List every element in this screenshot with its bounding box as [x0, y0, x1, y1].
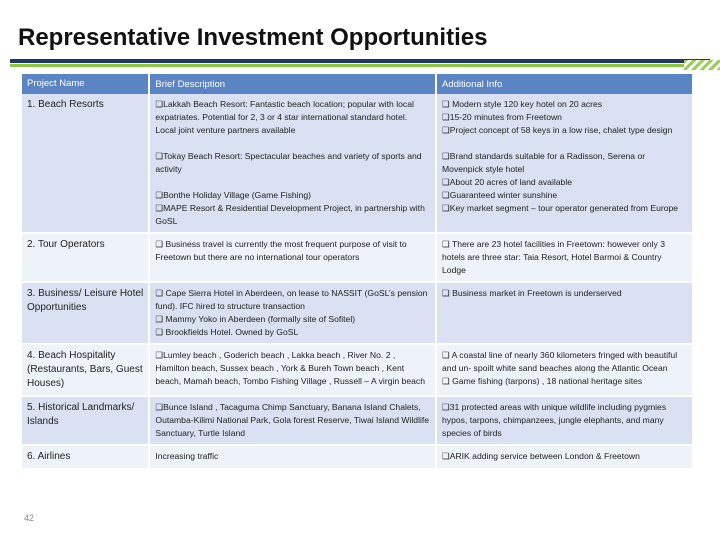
info-cell [437, 94, 694, 234]
description-cell [150, 94, 437, 234]
description-cell [150, 397, 437, 446]
info-cell [437, 446, 694, 470]
description-bullet: ❑ Cape Sierra Hotel in Aberdeen, on lease to NASSIT (GoSL’s pension fund). IFC hired to structure transaction [155, 288, 428, 311]
info-bullet: ❑Brand standards suitable for a Radisson, Serena or Movenpick style hotel [442, 151, 646, 174]
table-row [22, 397, 694, 446]
info-bullet: ❑ Modern style 120 key hotel on 20 acres [442, 99, 603, 109]
project-name-cell: 1. Beach Resorts [22, 94, 150, 234]
description-cell [150, 345, 437, 397]
title-accent-line [10, 64, 710, 67]
project-name-cell: 6. Airlines [22, 446, 150, 470]
table-row [22, 283, 694, 345]
info-bullet: ❑ Business market in Freetown is underserved [442, 288, 622, 298]
page-number: 42 [24, 513, 35, 523]
info-bullet: ❑15-20 minutes from Freetown [442, 112, 562, 122]
info-bullet: ❑ARIK adding service between London & Freetown [442, 451, 640, 461]
description-bullet: ❑ Mammy Yoko in Aberdeen (formally site of Sofitel) [155, 314, 356, 324]
decorative-stripe [684, 60, 720, 70]
info-bullet: ❑Key market segment – tour operator generated from Europe [442, 203, 679, 213]
header-brief-description: Brief Description [150, 74, 437, 94]
table-header-row [22, 74, 694, 94]
table-row [22, 94, 694, 234]
page-title: Representative Investment Opportunities [18, 24, 488, 51]
description-bullet: Increasing traffic [155, 451, 219, 461]
header-additional-info: Additional Info [437, 74, 694, 94]
table-row [22, 234, 694, 283]
info-bullet: ❑ A coastal line of nearly 360 kilometers fringed with beautiful and un- spoilt white sand beaches along the Atlantic Ocean [442, 350, 678, 373]
description-bullet: ❑Bunce Island , Tacaguma Chimp Sanctuary, Banana Island Chalets, Outamba-Kilimi National Park, Gola forest Reserve, Tiwai Island Wildlife Sanctuary, Turtle Island [155, 402, 430, 438]
investment-table [22, 74, 694, 470]
description-bullet: ❑Lakkah Beach Resort: Fantastic beach location; popular with local expatriates. Potential for 2, 3 or 4 star international standard hotel. Local joint venture partners available [155, 99, 414, 135]
info-bullet: ❑ There are 23 hotel facilities in Freetown: however only 3 hotels are three star: Taia Resort, Hotel Barmoi & Country Lodge [442, 239, 665, 275]
description-bullet: ❑Lumley beach , Goderich beach , Lakka beach , River No. 2 , Hamilton beach, Sussex beach , York & Bureh Town beach , Kent beach, Mamah beach, Tombo Fishing Village , Russell – A virgin beach [155, 350, 425, 386]
info-bullet: ❑31 protected areas with unique wildlife including pygmies hypos, tarpons, chimpanzees, jungle elephants, and many species of birds [442, 402, 667, 438]
description-cell [150, 283, 437, 345]
description-bullet: ❑ Business travel is currently the most frequent purpose of visit to Freetown but there are no international tour operators [155, 239, 407, 262]
description-bullet: ❑MAPE Resort & Residential Development Project, in partnership with GoSL [155, 203, 425, 226]
project-name-cell: 5. Historical Landmarks/ Islands [22, 397, 150, 446]
info-cell [437, 345, 694, 397]
description-bullet: ❑Bonthe Holiday Village (Game Fishing) [155, 190, 312, 200]
info-bullet: ❑ Game fishing (tarpons) , 18 national heritage sites [442, 376, 643, 386]
table-row [22, 446, 694, 470]
info-cell [437, 234, 694, 283]
info-bullet: ❑Project concept of 58 keys in a low rise, chalet type design [442, 125, 673, 135]
project-name-cell: 4. Beach Hospitality (Restaurants, Bars, Guest Houses) [22, 345, 150, 397]
description-cell [150, 446, 437, 470]
description-bullet: ❑Tokay Beach Resort: Spectacular beaches and variety of sports and activity [155, 151, 422, 174]
info-bullet: ❑About 20 acres of land available [442, 177, 573, 187]
table-row [22, 345, 694, 397]
info-cell [437, 397, 694, 446]
description-cell [150, 234, 437, 283]
project-name-cell: 3. Business/ Leisure Hotel Opportunities [22, 283, 150, 345]
info-cell [437, 283, 694, 345]
project-name-cell: 2. Tour Operators [22, 234, 150, 283]
info-bullet: ❑Guaranteed winter sunshine [442, 190, 558, 200]
header-project-name: Project Name [22, 74, 150, 94]
description-bullet: ❑ Brookfields Hotel. Owned by GoSL [155, 327, 299, 337]
title-underline [10, 59, 710, 63]
